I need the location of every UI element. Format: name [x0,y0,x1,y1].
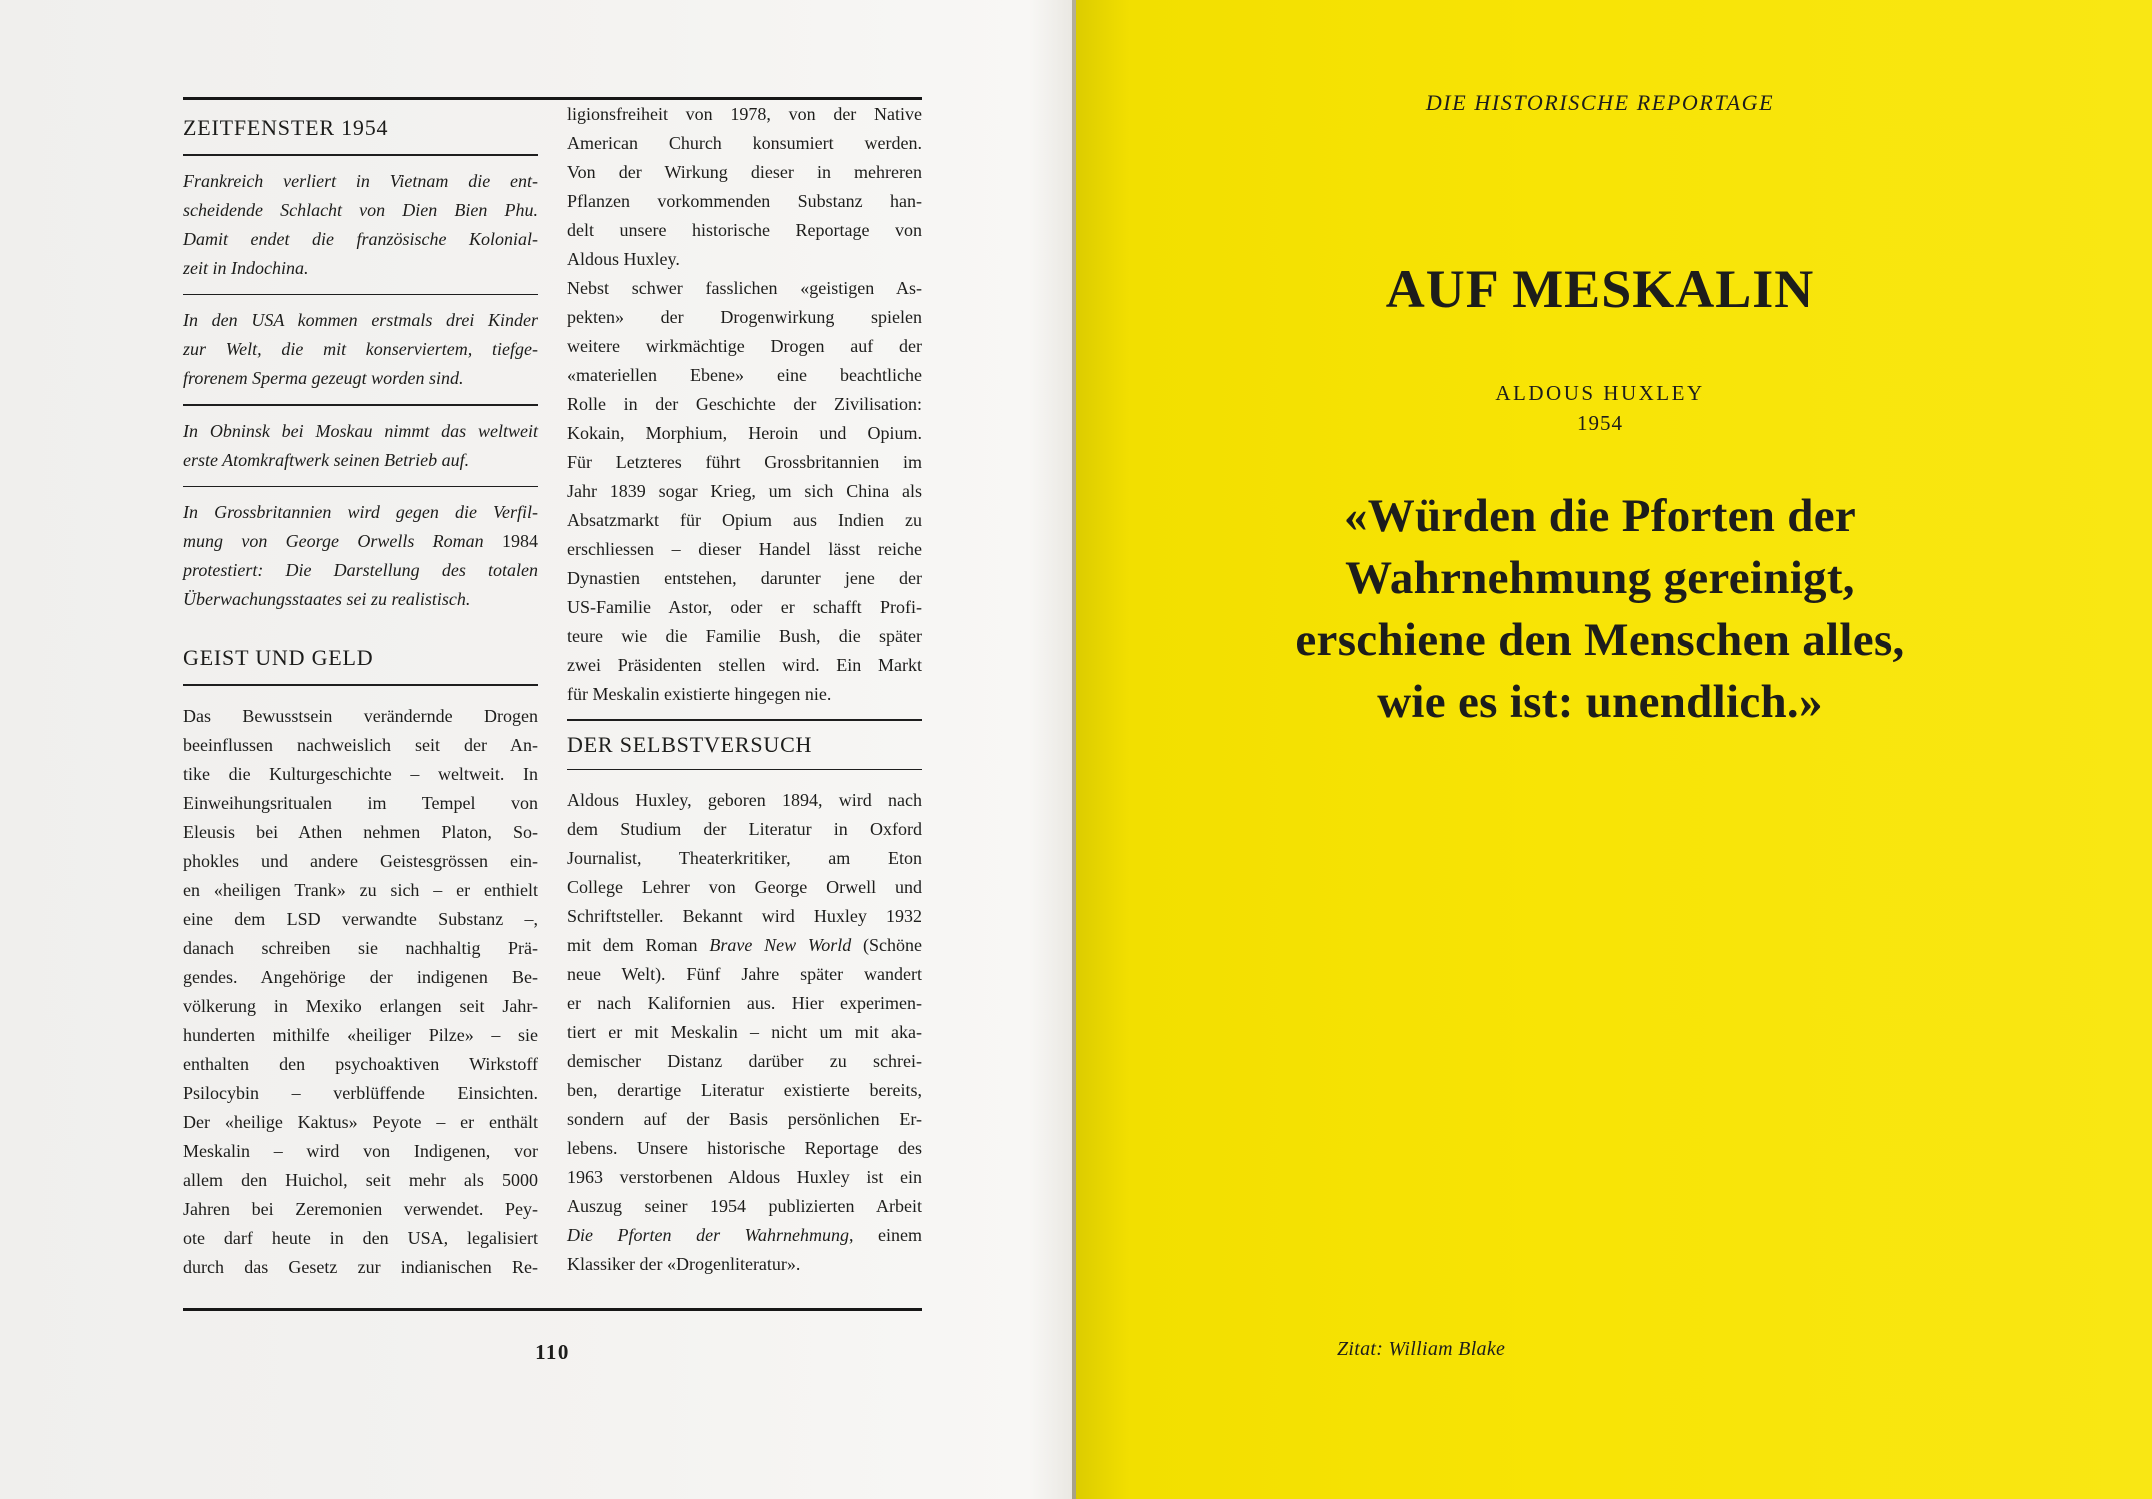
left-text-block [183,97,922,1282]
header-rule [183,684,538,686]
author-name: ALDOUS HUXLEY [1495,381,1705,405]
bottom-rule [183,1308,922,1311]
selbstversuch-header-block [567,719,922,770]
article-year: 1954 [1577,411,1623,435]
quote-credit: Zitat: William Blake [1337,1338,1506,1360]
body-paragraph: Nebst schwer fasslichen «geistigen As- pekten» der Drogenwirkung spielen weitere wirkmächtige Drogen auf der «materiellen Ebene» eine beachtliche Rolle in der Geschichte der Zivilisation: Kokain, Morphium, Heroin und Opium. Für Letzteres führt Grossbritannien im Jahr 1839 sogar Krieg, um sich China als Absatzmarkt für Opium aus Indien zu erschliessen – dieser Handel lässt reiche Dynastien entstehen, darunter jene der US-Familie Astor, oder er schafft Profi- teure wie die Familie Bush, die später zwei Präsidenten stellen wird. Ein Markt für Meskalin existierte hingegen nie. [567,278,922,704]
series-eyebrow: DIE HISTORISCHE REPORTAGE [1425,90,1775,115]
item-divider [183,294,538,296]
pull-quote: «Würden die Pforten der Wahrnehmung gereinigt, erschiene den Menschen alles, wie es ist: unendlich.» [1295,490,1905,728]
section-header-der-selbstversuch: DER SELBSTVERSUCH [567,731,813,757]
section-header-geist-und-geld: GEIST UND GELD [183,645,374,670]
item-divider [183,404,538,406]
news-item: In Grossbritannien wird gegen die Verfil- mung von George Orwells Roman 1984 protestiert: Die Darstellung des totalen Überwachungsstaates sei zu realistisch. [183,502,538,609]
right-page-content [1076,0,2124,733]
right-page [1076,0,2152,1499]
item-divider [183,486,538,488]
left-column-2 [567,100,922,1282]
header-rule [567,719,922,721]
left-page [0,0,1072,1499]
body-paragraph: ligionsfreiheit von 1978, von der Native American Church konsumiert werden. Von der Wirkung dieser in mehreren Pflanzen vorkommenden Substanz han- delt unsere historische Reportage von Aldous Huxley. [567,104,922,269]
news-item: In den USA kommen erstmals drei Kinder zur Welt, die mit konserviertem, tiefge- frorenem Sperma gezeugt worden sind. [183,310,538,388]
news-item: In Obninsk bei Moskau nimmt das weltweit erste Atomkraftwerk seinen Betrieb auf. [183,420,538,470]
news-item: Frankreich verliert in Vietnam die ent- scheidende Schlacht von Dien Bien Phu. Damit endet die französische Kolonial- zeit in Indochina. [183,170,538,278]
article-title: AUF MESKALIN [1385,259,1815,319]
body-paragraph: Das Bewusstsein verändernde Drogen beeinflussen nachweislich seit der An- tike die Kulturgeschichte – weltweit. In Einweihungsritualen im Tempel von Eleusis bei Athen nehmen Platon, So- phokles und andere Geistesgrössen ein- en «heiligen Trank» zu sich – er enthielt eine dem LSD verwandte Substanz –, danach schreiben sie nachhaltig Prä- gendes. Angehörige der indigenen Be- völkerung in Mexiko erlangen seit Jahr- hunderten mithilfe «heiliger Pilze» – sie enthalten den psychoaktiven Wirkstoff Psilocybin – verblüffende Einsichten. Der «heilige Kaktus» Peyote – er enthält Meskalin – wird von Indigenen, vor allem den Huichol, seit mehr als 5000 Jahren bei Zeremonien verwendet. Pey- ote darf heute in den USA, legalisiert durch das Gesetz zur indianischen Re- [183,705,538,1277]
left-column-1 [183,100,538,1282]
header-rule [567,769,922,771]
page-number: 110 [535,1340,570,1364]
timeline-header: ZEITFENSTER 1954 [183,115,389,140]
header-rule [183,154,538,156]
body-paragraph: Aldous Huxley, geboren 1894, wird nach dem Studium der Literatur in Oxford Journalist, Theaterkritiker, am Eton College Lehrer von George Orwell und Schriftsteller. Bekannt wird Huxley 1932 mit dem Roman Brave New World (Schöne neue Welt). Fünf Jahre später wandert er nach Kalifornien aus. Hier experimen- tiert er mit Meskalin – nicht um mit aka- demischer Distanz darüber zu schrei- ben, derartige Literatur existierte bereits, sondern auf der Basis persönlichen Er- lebens. Unsere historische Reportage des 1963 verstorbenen Aldous Huxley ist ein Auszug seiner 1954 publizierten Arbeit Die Pforten der Wahrnehmung, einem Klassiker der «Drogenliteratur». [567,790,922,1274]
